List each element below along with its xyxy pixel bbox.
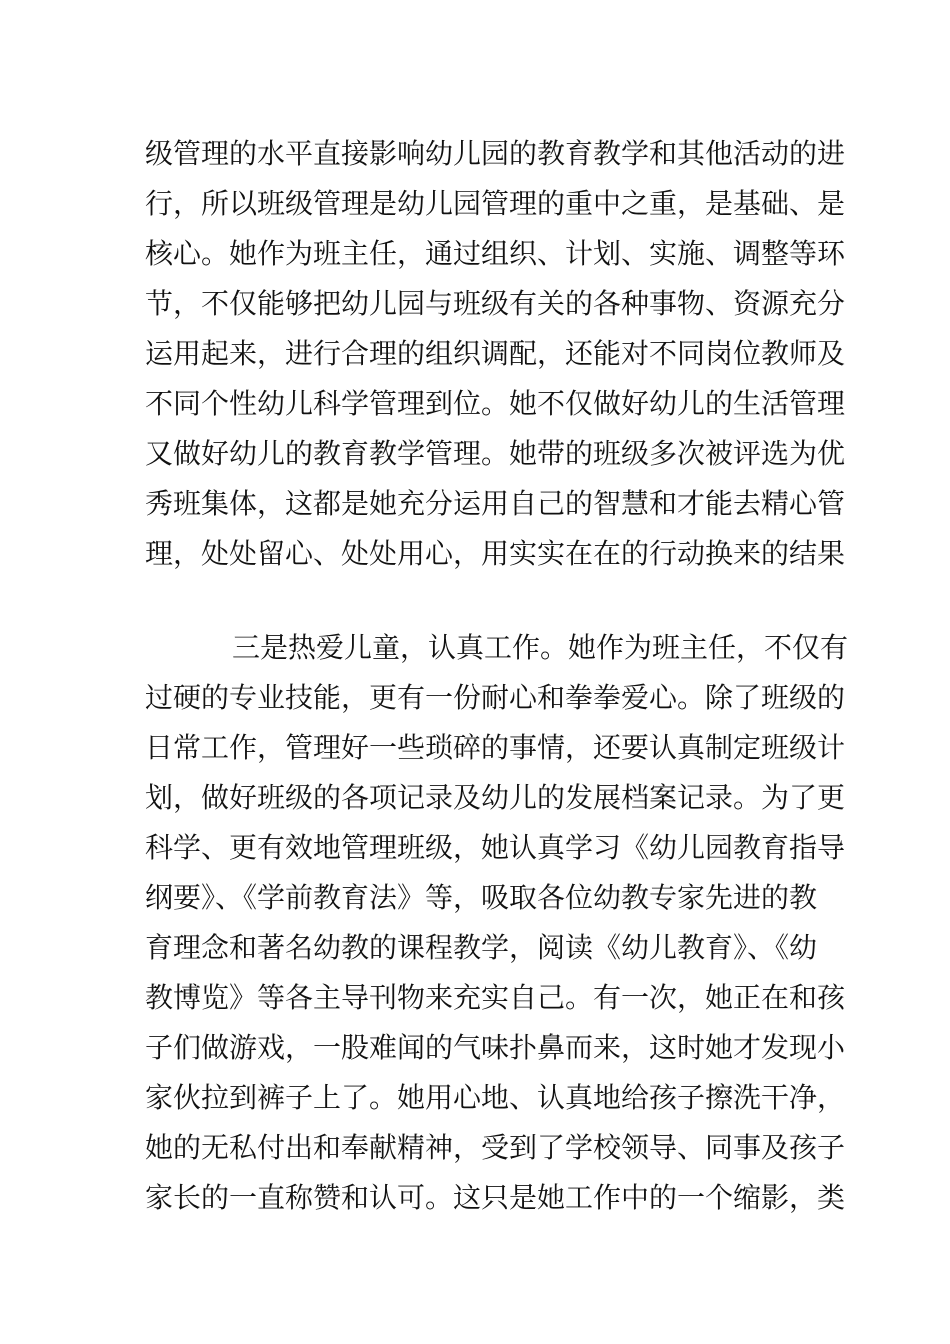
text-line: 不同个性幼儿科学管理到位。她不仅做好幼儿的生活管理 [145, 387, 846, 420]
text-line: 三是热爱儿童，认真工作。她作为班主任，不仅有 [232, 631, 849, 664]
text-line: 日常工作，管理好一些琐碎的事情，还要认真制定班级计 [145, 731, 846, 764]
text-line: 运用起来，进行合理的组织调配，还能对不同岗位教师及 [145, 337, 846, 370]
text-line: 过硬的专业技能，更有一份耐心和拳拳爱心。除了班级的 [145, 681, 846, 714]
text-line: 家伙拉到裤子上了。她用心地、认真地给孩子擦洗干净， [145, 1081, 846, 1114]
text-line: 科学、更有效地管理班级，她认真学习《幼儿园教育指导 [145, 831, 846, 864]
text-line: 行，所以班级管理是幼儿园管理的重中之重，是基础、是 [145, 187, 846, 220]
text-line: 纲要》、《学前教育法》等，吸取各位幼教专家先进的教 [145, 881, 818, 914]
text-line: 教博览》等各主导刊物来充实自己。有一次，她正在和孩 [145, 981, 846, 1014]
text-line: 家长的一直称赞和认可。这只是她工作中的一个缩影，类 [145, 1181, 846, 1214]
text-line: 育理念和著名幼教的课程教学，阅读《幼儿教育》、《幼 [145, 931, 818, 964]
text-line: 秀班集体，这都是她充分运用自己的智慧和才能去精心管 [145, 487, 846, 520]
text-line: 级管理的水平直接影响幼儿园的教育教学和其他活动的进 [145, 137, 846, 170]
text-line: 理，处处留心、处处用心，用实实在在的行动换来的结果 [145, 537, 846, 570]
text-line: 她的无私付出和奉献精神，受到了学校领导、同事及孩子 [145, 1131, 846, 1164]
text-line: 节，不仅能够把幼儿园与班级有关的各种事物、资源充分 [145, 287, 846, 320]
text-line: 核心。她作为班主任，通过组织、计划、实施、调整等环 [145, 237, 846, 270]
text-line: 子们做游戏，一股难闻的气味扑鼻而来，这时她才发现小 [145, 1031, 846, 1064]
text-line: 划，做好班级的各项记录及幼儿的发展档案记录。为了更 [145, 781, 846, 814]
text-line: 又做好幼儿的教育教学管理。她带的班级多次被评选为优 [145, 437, 846, 470]
